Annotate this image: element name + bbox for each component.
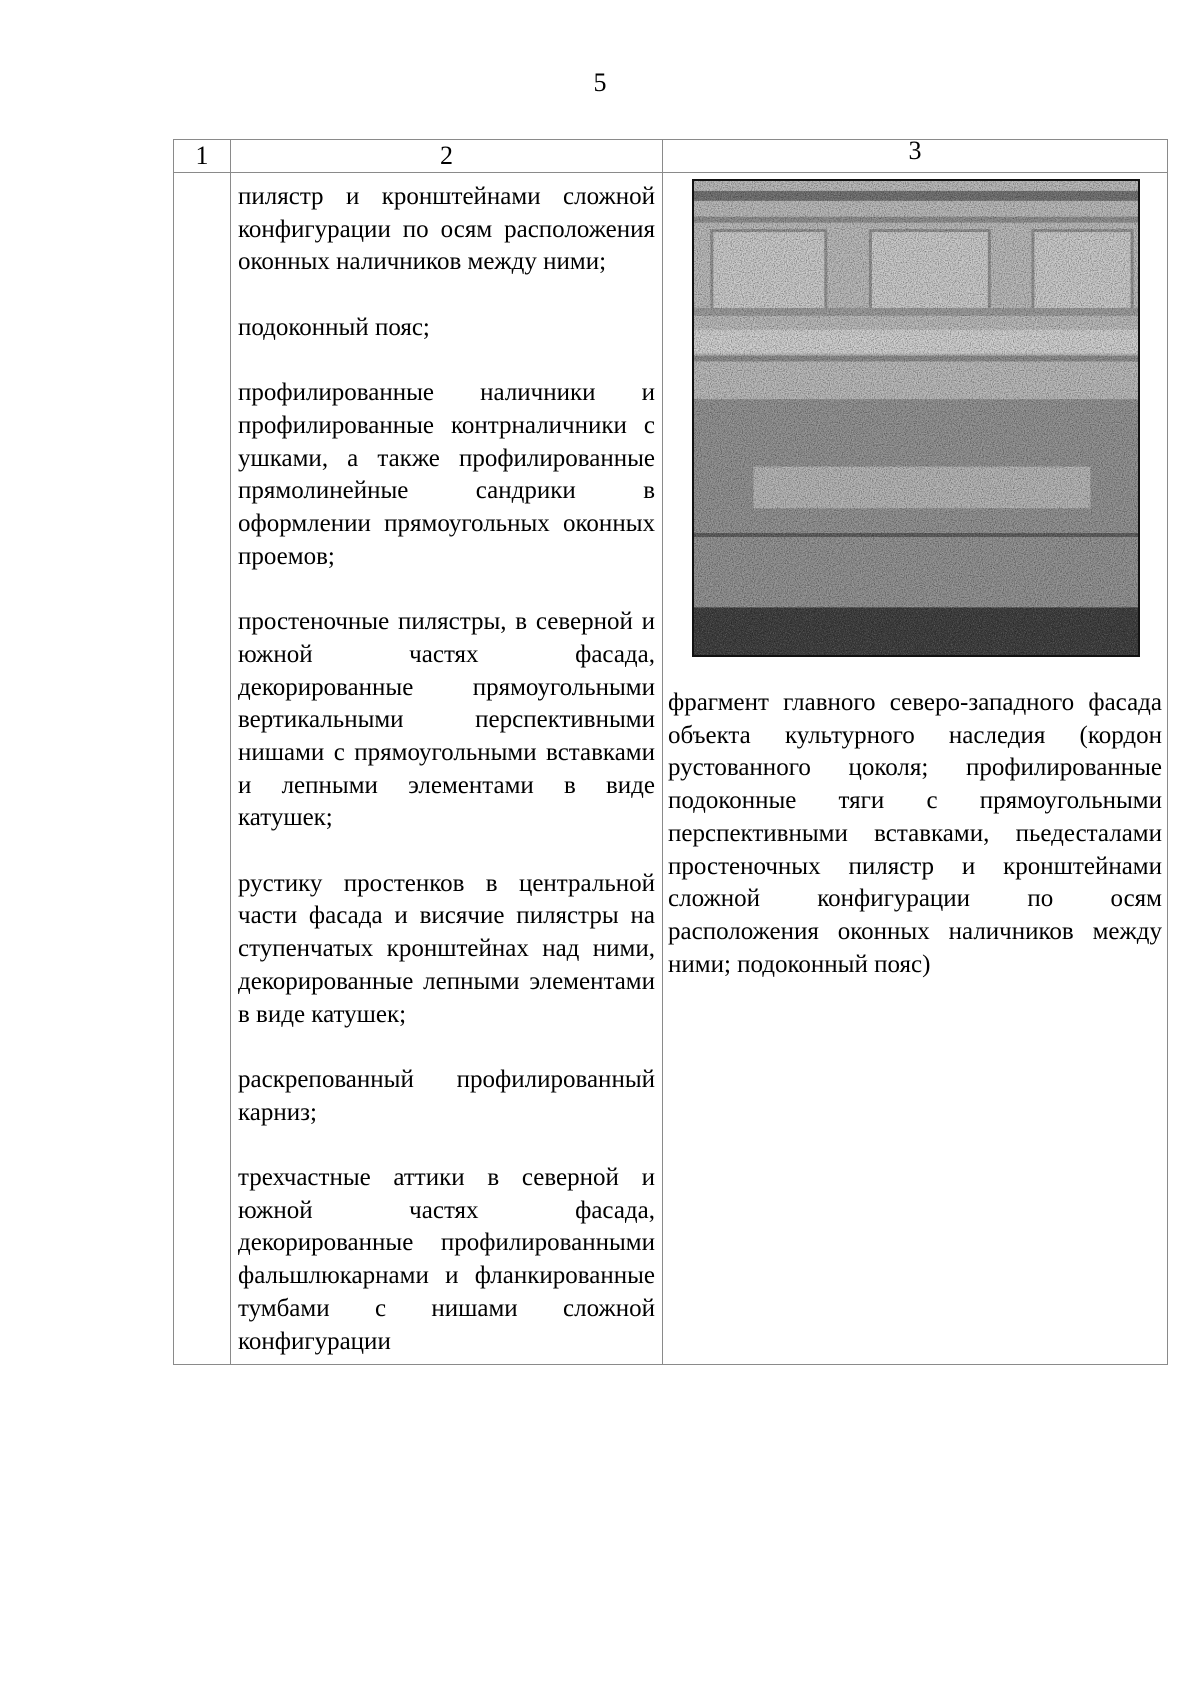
description-paragraph: раскрепованный профилированный карниз; <box>238 1065 655 1126</box>
row-number-cell <box>174 173 231 1365</box>
page-number: 5 <box>593 68 607 97</box>
description-paragraph: подоконный пояс; <box>238 313 430 341</box>
table-row <box>174 173 1168 1365</box>
description-paragraph: простеночные пилястры, в северной и южной частях фасада, декорированные прямоугольными вертикальными перспективными нишами с прямоугольными вставками и лепными элементами в виде катушек; <box>238 608 655 832</box>
facade-photo <box>692 179 1140 657</box>
table-header-row <box>174 140 1168 173</box>
description-paragraph: рустику простенков в центральной части фасада и висячие пилястры на ступенчатых кронштейнах над ними, декорированные лепными элементами в виде катушек; <box>238 869 655 1028</box>
description-paragraph: профилированные наличники и профилированные контрналичники с ушками, а также профилированные прямолинейные сандрики в оформлении прямоугольных оконных проемов; <box>238 379 655 570</box>
description-paragraph: трехчастные аттики в северной и южной частях фасада, декорированные профилированными фальшлюкарнами и фланкированные тумбами с нишами сложной конфигурации <box>238 1164 655 1355</box>
description-table <box>173 136 1168 1365</box>
photo-caption: фрагмент главного северо-западного фасада объекта культурного наследия (кордон рустованного цоколя; профилированные подоконные тяги с прямоугольными перспективными вставками, пьедесталами простеночных пилястр и кронштейнами сложной конфигурации по осям расположения оконных наличников между ними; подоконный пояс) <box>668 689 1162 978</box>
description-paragraph: пилястр и кронштейнами сложной конфигурации по осям расположения оконных наличников между ними; <box>238 183 655 276</box>
column-header-3: 3 <box>663 140 1168 173</box>
column-header-1: 1 <box>174 140 231 173</box>
elements-description-cell <box>231 173 663 1365</box>
photo-cell <box>663 173 1168 1365</box>
column-header-2: 2 <box>231 140 663 173</box>
